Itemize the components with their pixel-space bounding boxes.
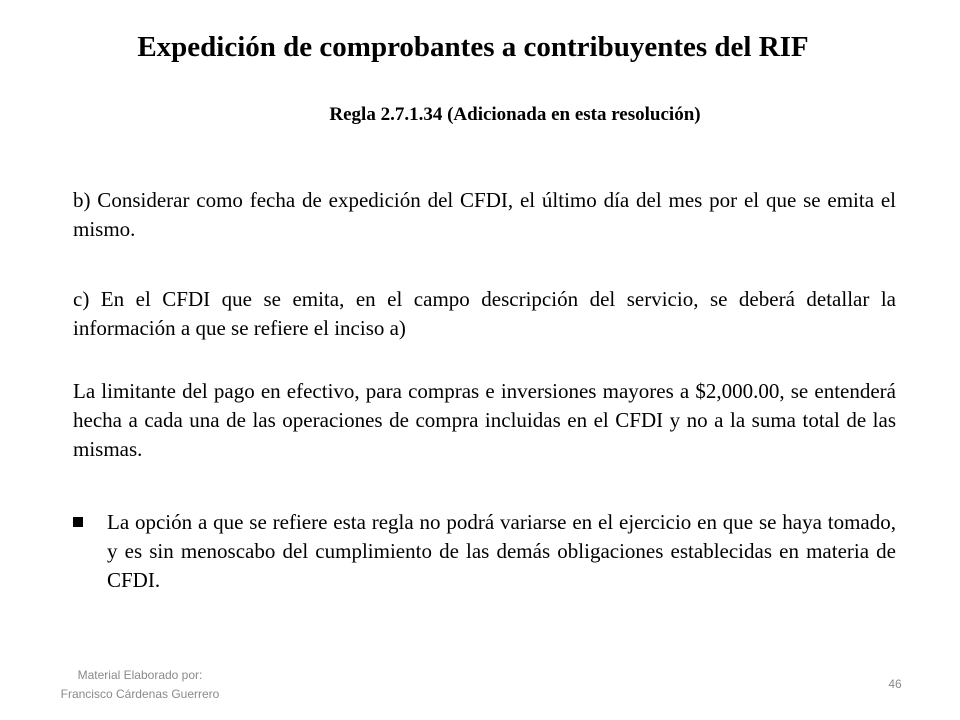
footer-author-line2: Francisco Cárdenas Guerrero — [60, 687, 220, 701]
slide-subtitle: Regla 2.7.1.34 (Adicionada en esta resolución) — [329, 104, 701, 125]
paragraph-c: c) En el CFDI que se emita, en el campo descripción del servicio, se deberá detallar la información a que se refiere el inciso a) — [73, 287, 896, 340]
slide-title: Expedición de comprobantes a contribuyentes del RIF — [137, 31, 809, 63]
paragraph-b: b) Considerar como fecha de expedición del CFDI, el último día del mes por el que se emita el mismo. — [73, 188, 896, 241]
page-number: 46 — [888, 677, 902, 691]
square-bullet-icon — [73, 517, 83, 527]
footer-author — [40, 666, 240, 704]
paragraph-limitante: La limitante del pago en efectivo, para compras e inversiones mayores a $2,000.00, se entenderá hecha a cada una de las operaciones de compra incluidas en el CFDI y no a la suma total de las mismas. — [73, 379, 896, 461]
bullet-item — [73, 508, 896, 595]
bullet-text: La opción a que se refiere esta regla no podrá variarse en el ejercicio en que se haya tomado, y es sin menoscabo del cumplimiento de las demás obligaciones establecidas en materia de CFDI. — [107, 510, 896, 592]
footer-author-line1: Material Elaborado por: — [77, 668, 203, 682]
